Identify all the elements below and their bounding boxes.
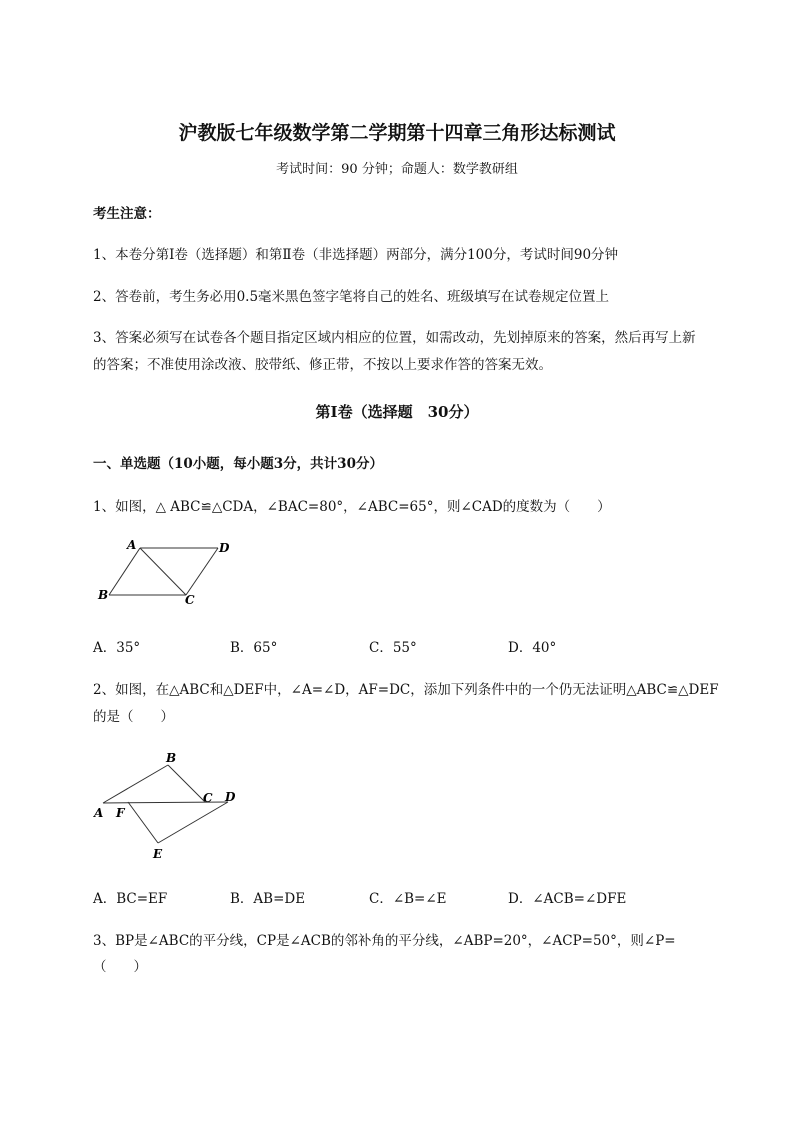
figure-label-b: B bbox=[166, 751, 177, 765]
question-1-figure bbox=[90, 535, 250, 610]
question-3-text: 3、BP是∠ABC的平分线，CP是∠ACB的邻补角的平分线，∠ABP=20°，∠ACP=50°，则∠P= bbox=[93, 933, 676, 949]
figure-label-d: D bbox=[219, 541, 230, 555]
page-title: 沪教版七年级数学第二学期第十四章三角形达标测试 bbox=[178, 122, 616, 144]
question-2-figure bbox=[88, 745, 248, 870]
notice-item-2: 2、答卷前，考生务必用0.5毫米黑色签字笔将自己的姓名、班级填写在试卷规定位置上 bbox=[93, 289, 610, 305]
question-2-option-c[interactable]: C．∠B=∠E bbox=[369, 891, 447, 907]
figure-label-a: A bbox=[94, 806, 104, 820]
figure-label-d: D bbox=[225, 790, 236, 804]
question-3-text-cont: （ ） bbox=[93, 959, 147, 975]
section-title: 第Ⅰ卷（选择题 30分） bbox=[315, 403, 479, 421]
question-1-option-c[interactable]: C．55° bbox=[369, 640, 417, 656]
figure-label-a: A bbox=[127, 538, 137, 552]
question-2-option-d[interactable]: D．∠ACB=∠DFE bbox=[508, 891, 627, 907]
question-1-option-b[interactable]: B．65° bbox=[230, 640, 278, 656]
question-2-option-a[interactable]: A．BC=EF bbox=[93, 891, 168, 907]
figure-label-c: C bbox=[185, 593, 195, 607]
question-2-text-cont: 的是（ ） bbox=[93, 709, 174, 725]
figure-label-e: E bbox=[153, 847, 163, 861]
question-2-text: 2、如图，在△ABC和△DEF中，∠A=∠D，AF=DC，添加下列条件中的一个仍无法证明△ABC≌△DEF bbox=[93, 682, 719, 698]
question-1-text: 1、如图，△ ABC≌△CDA，∠BAC=80°，∠ABC=65°，则∠CAD的度数为（ ） bbox=[93, 499, 611, 515]
figure-label-c: C bbox=[203, 791, 213, 805]
question-1-option-a[interactable]: A．35° bbox=[93, 640, 141, 656]
notice-heading: 考生注意： bbox=[93, 206, 161, 222]
figure-label-f: F bbox=[116, 806, 125, 820]
question-1-option-d[interactable]: D．40° bbox=[508, 640, 557, 656]
figure-label-b: B bbox=[98, 588, 109, 602]
notice-item-3: 3、答案必须写在试卷各个题目指定区域内相应的位置，如需改动，先划掉原来的答案，然后再写上新 bbox=[93, 330, 696, 346]
notice-item-3-cont: 的答案；不准使用涂改液、胶带纸、修正带，不按以上要求作答的答案无效。 bbox=[93, 357, 552, 373]
part-heading: 一、单选题（10小题，每小题3分，共计30分） bbox=[93, 456, 383, 472]
notice-item-1: 1、本卷分第Ⅰ卷（选择题）和第Ⅱ卷（非选择题）两部分，满分100分，考试时间90分钟 bbox=[93, 247, 619, 263]
exam-info: 考试时间：90 分钟；命题人：数学教研组 bbox=[276, 162, 518, 177]
question-2-option-b[interactable]: B．AB=DE bbox=[230, 891, 306, 907]
